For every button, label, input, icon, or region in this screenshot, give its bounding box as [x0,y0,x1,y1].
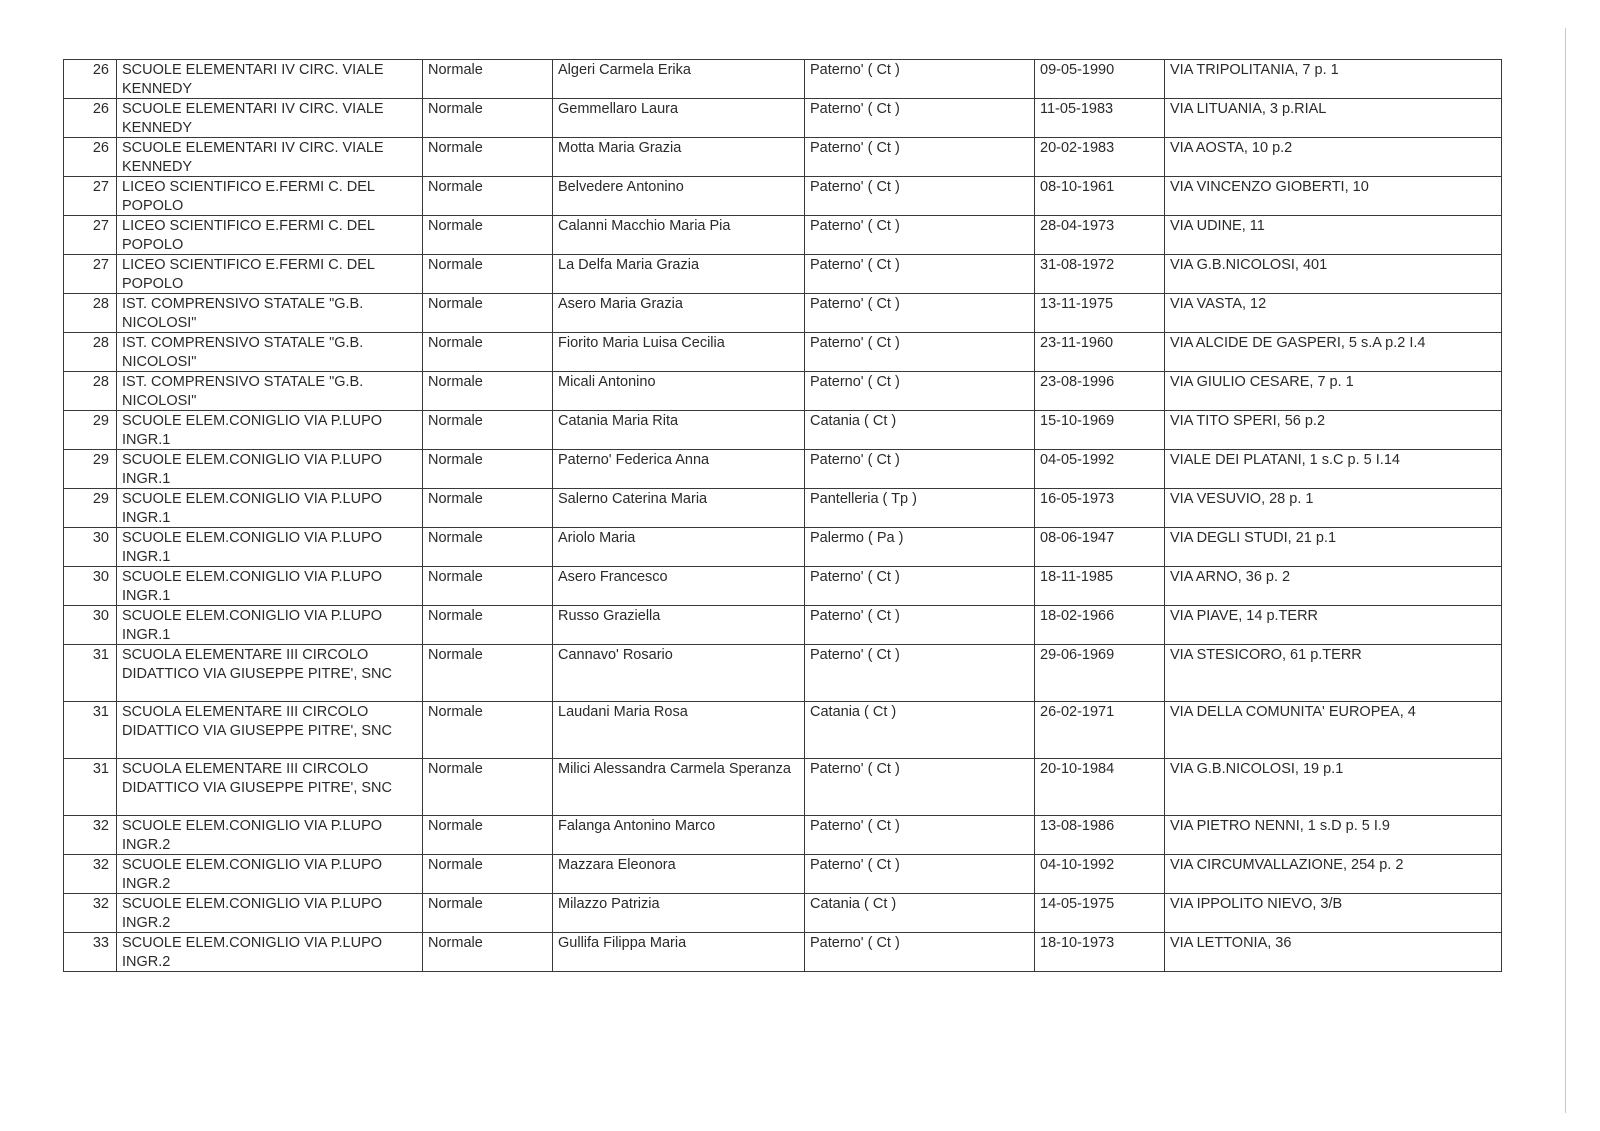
birth-date-cell: 18-02-1966 [1035,606,1165,645]
school-name-cell: IST. COMPRENSIVO STATALE "G.B. NICOLOSI" [117,372,423,411]
birth-date-cell: 20-02-1983 [1035,138,1165,177]
person-name-cell: Falanga Antonino Marco [553,816,805,855]
person-name-cell: Fiorito Maria Luisa Cecilia [553,333,805,372]
person-name-cell: Milici Alessandra Carmela Speranza [553,759,805,816]
row-number: 26 [64,99,117,138]
birthplace-cell: Paterno' ( Ct ) [805,255,1035,294]
birth-date-cell: 16-05-1973 [1035,489,1165,528]
type-cell: Normale [423,372,553,411]
school-name-cell: SCUOLE ELEMENTARI IV CIRC. VIALE KENNEDY [117,138,423,177]
row-number: 26 [64,138,117,177]
school-name-cell: SCUOLE ELEM.CONIGLIO VIA P.LUPO INGR.2 [117,894,423,933]
type-cell: Normale [423,294,553,333]
table-row [64,60,1502,99]
address-cell: VIA GIULIO CESARE, 7 p. 1 [1165,372,1502,411]
row-number: 28 [64,333,117,372]
table-row [64,99,1502,138]
register-table [63,59,1502,972]
school-name-cell: SCUOLE ELEM.CONIGLIO VIA P.LUPO INGR.1 [117,450,423,489]
table-row [64,177,1502,216]
type-cell: Normale [423,489,553,528]
birthplace-cell: Paterno' ( Ct ) [805,645,1035,702]
person-name-cell: Calanni Macchio Maria Pia [553,216,805,255]
type-cell: Normale [423,450,553,489]
register-body [64,60,1502,972]
address-cell: VIA G.B.NICOLOSI, 19 p.1 [1165,759,1502,816]
row-number: 33 [64,933,117,972]
person-name-cell: Asero Maria Grazia [553,294,805,333]
address-cell: VIA DEGLI STUDI, 21 p.1 [1165,528,1502,567]
row-number: 29 [64,489,117,528]
birth-date-cell: 08-06-1947 [1035,528,1165,567]
person-name-cell: Gullifa Filippa Maria [553,933,805,972]
table-row [64,855,1502,894]
school-name-cell: LICEO SCIENTIFICO E.FERMI C. DEL POPOLO [117,177,423,216]
table-row [64,567,1502,606]
school-name-cell: IST. COMPRENSIVO STATALE "G.B. NICOLOSI" [117,333,423,372]
table-row [64,216,1502,255]
school-name-cell: SCUOLE ELEMENTARI IV CIRC. VIALE KENNEDY [117,60,423,99]
table-row [64,894,1502,933]
person-name-cell: Salerno Caterina Maria [553,489,805,528]
person-name-cell: Paterno' Federica Anna [553,450,805,489]
row-number: 27 [64,255,117,294]
type-cell: Normale [423,894,553,933]
birthplace-cell: Paterno' ( Ct ) [805,177,1035,216]
birth-date-cell: 20-10-1984 [1035,759,1165,816]
table-row [64,450,1502,489]
person-name-cell: Ariolo Maria [553,528,805,567]
person-name-cell: Laudani Maria Rosa [553,702,805,759]
person-name-cell: Cannavo' Rosario [553,645,805,702]
school-name-cell: SCUOLE ELEM.CONIGLIO VIA P.LUPO INGR.1 [117,411,423,450]
row-number: 32 [64,894,117,933]
birth-date-cell: 13-08-1986 [1035,816,1165,855]
birth-date-cell: 13-11-1975 [1035,294,1165,333]
birthplace-cell: Catania ( Ct ) [805,411,1035,450]
table-row [64,528,1502,567]
table-row [64,759,1502,816]
birthplace-cell: Paterno' ( Ct ) [805,567,1035,606]
birthplace-cell: Paterno' ( Ct ) [805,606,1035,645]
row-number: 29 [64,411,117,450]
type-cell: Normale [423,528,553,567]
table-row [64,933,1502,972]
person-name-cell: Motta Maria Grazia [553,138,805,177]
address-cell: VIA DELLA COMUNITA' EUROPEA, 4 [1165,702,1502,759]
type-cell: Normale [423,702,553,759]
address-cell: VIA TRIPOLITANIA, 7 p. 1 [1165,60,1502,99]
type-cell: Normale [423,645,553,702]
birthplace-cell: Pantelleria ( Tp ) [805,489,1035,528]
person-name-cell: Micali Antonino [553,372,805,411]
row-number: 32 [64,816,117,855]
address-cell: VIA ARNO, 36 p. 2 [1165,567,1502,606]
address-cell: VIA LITUANIA, 3 p.RIAL [1165,99,1502,138]
birth-date-cell: 31-08-1972 [1035,255,1165,294]
row-number: 27 [64,216,117,255]
birth-date-cell: 09-05-1990 [1035,60,1165,99]
table-row [64,294,1502,333]
table-row [64,411,1502,450]
type-cell: Normale [423,177,553,216]
birth-date-cell: 28-04-1973 [1035,216,1165,255]
table-row [64,372,1502,411]
address-cell: VIA PIAVE, 14 p.TERR [1165,606,1502,645]
row-number: 29 [64,450,117,489]
address-cell: VIA AOSTA, 10 p.2 [1165,138,1502,177]
type-cell: Normale [423,759,553,816]
person-name-cell: Asero Francesco [553,567,805,606]
table-row [64,606,1502,645]
birth-date-cell: 29-06-1969 [1035,645,1165,702]
birthplace-cell: Paterno' ( Ct ) [805,60,1035,99]
person-name-cell: Russo Graziella [553,606,805,645]
school-name-cell: SCUOLE ELEMENTARI IV CIRC. VIALE KENNEDY [117,99,423,138]
school-name-cell: SCUOLE ELEM.CONIGLIO VIA P.LUPO INGR.2 [117,933,423,972]
birthplace-cell: Paterno' ( Ct ) [805,294,1035,333]
birth-date-cell: 04-10-1992 [1035,855,1165,894]
table-row [64,702,1502,759]
row-number: 26 [64,60,117,99]
type-cell: Normale [423,255,553,294]
table-row [64,489,1502,528]
birthplace-cell: Paterno' ( Ct ) [805,759,1035,816]
type-cell: Normale [423,567,553,606]
birthplace-cell: Catania ( Ct ) [805,702,1035,759]
birth-date-cell: 04-05-1992 [1035,450,1165,489]
birthplace-cell: Paterno' ( Ct ) [805,138,1035,177]
person-name-cell: Belvedere Antonino [553,177,805,216]
type-cell: Normale [423,99,553,138]
person-name-cell: Algeri Carmela Erika [553,60,805,99]
table-row [64,255,1502,294]
school-name-cell: SCUOLE ELEM.CONIGLIO VIA P.LUPO INGR.1 [117,528,423,567]
type-cell: Normale [423,855,553,894]
person-name-cell: La Delfa Maria Grazia [553,255,805,294]
birthplace-cell: Paterno' ( Ct ) [805,99,1035,138]
row-number: 30 [64,528,117,567]
person-name-cell: Catania Maria Rita [553,411,805,450]
address-cell: VIA UDINE, 11 [1165,216,1502,255]
school-name-cell: SCUOLE ELEM.CONIGLIO VIA P.LUPO INGR.1 [117,606,423,645]
address-cell: VIALE DEI PLATANI, 1 s.C p. 5 I.14 [1165,450,1502,489]
birth-date-cell: 26-02-1971 [1035,702,1165,759]
birthplace-cell: Paterno' ( Ct ) [805,816,1035,855]
person-name-cell: Milazzo Patrizia [553,894,805,933]
address-cell: VIA VINCENZO GIOBERTI, 10 [1165,177,1502,216]
address-cell: VIA TITO SPERI, 56 p.2 [1165,411,1502,450]
school-name-cell: SCUOLA ELEMENTARE III CIRCOLO DIDATTICO VIA GIUSEPPE PITRE', SNC [117,645,423,702]
school-name-cell: LICEO SCIENTIFICO E.FERMI C. DEL POPOLO [117,216,423,255]
school-name-cell: LICEO SCIENTIFICO E.FERMI C. DEL POPOLO [117,255,423,294]
type-cell: Normale [423,60,553,99]
birth-date-cell: 23-08-1996 [1035,372,1165,411]
school-name-cell: SCUOLE ELEM.CONIGLIO VIA P.LUPO INGR.2 [117,816,423,855]
birthplace-cell: Catania ( Ct ) [805,894,1035,933]
row-number: 28 [64,372,117,411]
row-number: 31 [64,759,117,816]
address-cell: VIA VESUVIO, 28 p. 1 [1165,489,1502,528]
table-row [64,138,1502,177]
address-cell: VIA VASTA, 12 [1165,294,1502,333]
address-cell: VIA G.B.NICOLOSI, 401 [1165,255,1502,294]
birth-date-cell: 23-11-1960 [1035,333,1165,372]
row-number: 30 [64,606,117,645]
birth-date-cell: 14-05-1975 [1035,894,1165,933]
row-number: 28 [64,294,117,333]
address-cell: VIA STESICORO, 61 p.TERR [1165,645,1502,702]
school-name-cell: SCUOLE ELEM.CONIGLIO VIA P.LUPO INGR.2 [117,855,423,894]
type-cell: Normale [423,816,553,855]
type-cell: Normale [423,411,553,450]
table-row [64,816,1502,855]
row-number: 32 [64,855,117,894]
type-cell: Normale [423,933,553,972]
row-number: 27 [64,177,117,216]
birth-date-cell: 18-11-1985 [1035,567,1165,606]
type-cell: Normale [423,606,553,645]
birthplace-cell: Paterno' ( Ct ) [805,450,1035,489]
table-row [64,333,1502,372]
address-cell: VIA PIETRO NENNI, 1 s.D p. 5 I.9 [1165,816,1502,855]
school-name-cell: SCUOLA ELEMENTARE III CIRCOLO DIDATTICO VIA GIUSEPPE PITRE', SNC [117,759,423,816]
birthplace-cell: Paterno' ( Ct ) [805,333,1035,372]
row-number: 30 [64,567,117,606]
type-cell: Normale [423,138,553,177]
birthplace-cell: Palermo ( Pa ) [805,528,1035,567]
birth-date-cell: 08-10-1961 [1035,177,1165,216]
school-name-cell: SCUOLA ELEMENTARE III CIRCOLO DIDATTICO VIA GIUSEPPE PITRE', SNC [117,702,423,759]
birthplace-cell: Paterno' ( Ct ) [805,216,1035,255]
address-cell: VIA CIRCUMVALLAZIONE, 254 p. 2 [1165,855,1502,894]
page-edge-line [1565,28,1566,1113]
address-cell: VIA ALCIDE DE GASPERI, 5 s.A p.2 I.4 [1165,333,1502,372]
type-cell: Normale [423,333,553,372]
birth-date-cell: 11-05-1983 [1035,99,1165,138]
row-number: 31 [64,702,117,759]
address-cell: VIA IPPOLITO NIEVO, 3/B [1165,894,1502,933]
birth-date-cell: 15-10-1969 [1035,411,1165,450]
type-cell: Normale [423,216,553,255]
birthplace-cell: Paterno' ( Ct ) [805,372,1035,411]
birthplace-cell: Paterno' ( Ct ) [805,855,1035,894]
table-row [64,645,1502,702]
birth-date-cell: 18-10-1973 [1035,933,1165,972]
school-name-cell: SCUOLE ELEM.CONIGLIO VIA P.LUPO INGR.1 [117,489,423,528]
school-name-cell: IST. COMPRENSIVO STATALE "G.B. NICOLOSI" [117,294,423,333]
person-name-cell: Mazzara Eleonora [553,855,805,894]
row-number: 31 [64,645,117,702]
birthplace-cell: Paterno' ( Ct ) [805,933,1035,972]
person-name-cell: Gemmellaro Laura [553,99,805,138]
school-name-cell: SCUOLE ELEM.CONIGLIO VIA P.LUPO INGR.1 [117,567,423,606]
address-cell: VIA LETTONIA, 36 [1165,933,1502,972]
